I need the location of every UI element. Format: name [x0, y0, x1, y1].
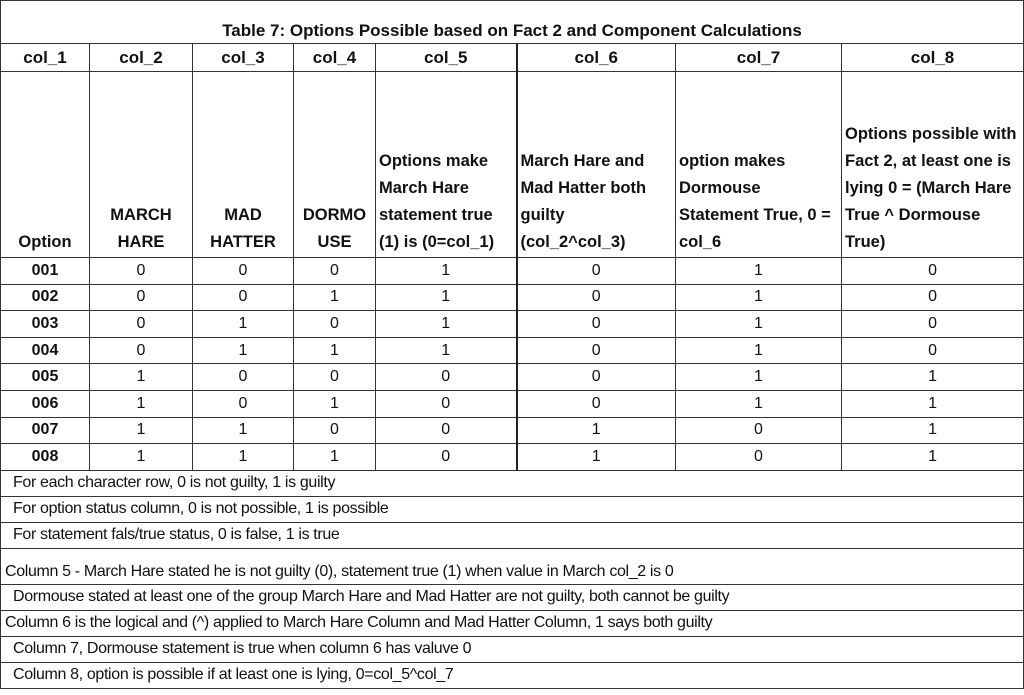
explanation-note: Dormouse stated at least one of the group March Hare and Mad Hatter are not guilty, both cannot be guilty: [1, 584, 1024, 610]
table-cell: 1: [294, 337, 376, 364]
column-id: col_8: [842, 44, 1024, 72]
table-cell: 0: [517, 390, 676, 417]
column-description: MAD HATTER: [193, 72, 294, 258]
option-cell: 007: [1, 417, 90, 444]
option-cell: 008: [1, 444, 90, 471]
table-cell: 0: [517, 364, 676, 391]
table-cell: 0: [676, 417, 842, 444]
note-row: [1, 470, 1024, 496]
table-cell: 0: [294, 311, 376, 338]
table-cell: 0: [517, 284, 676, 311]
table-row: [1, 444, 1024, 471]
option-cell: 003: [1, 311, 90, 338]
table-cell: 1: [193, 417, 294, 444]
table-cell: 1: [676, 364, 842, 391]
column-description: Option: [1, 72, 90, 258]
column-description: March Hare and Mad Hatter both guilty (col_2^col_3): [517, 72, 676, 258]
table-row: [1, 284, 1024, 311]
column-id: col_7: [676, 44, 842, 72]
column-id: col_6: [517, 44, 676, 72]
column-id: col_3: [193, 44, 294, 72]
table-cell: 0: [376, 417, 517, 444]
table-cell: 0: [193, 258, 294, 285]
table-cell: 1: [193, 311, 294, 338]
column-id-row: [1, 44, 1024, 72]
table-cell: 1: [294, 284, 376, 311]
table-cell: 0: [842, 311, 1024, 338]
table-cell: 0: [90, 337, 193, 364]
column-description: MARCH HARE: [90, 72, 193, 258]
table-row: [1, 364, 1024, 391]
column-id: col_5: [376, 44, 517, 72]
table-cell: 0: [294, 364, 376, 391]
table-cell: 0: [842, 284, 1024, 311]
table-cell: 1: [193, 337, 294, 364]
table-cell: 1: [517, 444, 676, 471]
table-cell: 0: [193, 284, 294, 311]
explanation-note: Column 5 - March Hare stated he is not guilty (0), statement true (1) when value in March col_2 is 0: [1, 548, 1024, 584]
table-title: Table 7: Options Possible based on Fact 2 and Component Calculations: [1, 1, 1024, 44]
table-cell: 1: [676, 258, 842, 285]
column-description: option makes Dormouse Statement True, 0 = col_6: [676, 72, 842, 258]
table-row: [1, 390, 1024, 417]
table-cell: 1: [90, 417, 193, 444]
table-cell: 0: [294, 417, 376, 444]
note-row: [1, 522, 1024, 548]
table-cell: 0: [90, 284, 193, 311]
table-cell: 0: [193, 390, 294, 417]
column-description: Options possible with Fact 2, at least one is lying 0 = (March Hare True ^ Dormouse True): [842, 72, 1024, 258]
explanation-note: Column 6 is the logical and (^) applied to March Hare Column and Mad Hatter Column, 1 says both guilty: [1, 610, 1024, 636]
option-cell: 001: [1, 258, 90, 285]
table-cell: 1: [376, 311, 517, 338]
note-row: [1, 662, 1024, 688]
table-cell: 1: [517, 417, 676, 444]
table-cell: 0: [376, 364, 517, 391]
table-cell: 0: [676, 444, 842, 471]
table-cell: 1: [193, 444, 294, 471]
table-cell: 1: [676, 337, 842, 364]
column-id: col_4: [294, 44, 376, 72]
note-row: [1, 548, 1024, 584]
column-description-row: [1, 72, 1024, 258]
table-cell: 1: [676, 311, 842, 338]
table-cell: 1: [842, 444, 1024, 471]
table-row: [1, 311, 1024, 338]
note-row: [1, 584, 1024, 610]
table-cell: 1: [842, 417, 1024, 444]
table-cell: 0: [90, 311, 193, 338]
table-cell: 1: [676, 390, 842, 417]
table-row: [1, 337, 1024, 364]
table-row: [1, 417, 1024, 444]
table-cell: 0: [842, 258, 1024, 285]
option-cell: 002: [1, 284, 90, 311]
table-cell: 1: [376, 258, 517, 285]
table-cell: 1: [294, 390, 376, 417]
note-row: [1, 496, 1024, 522]
table-cell: 0: [90, 258, 193, 285]
table-cell: 1: [90, 364, 193, 391]
table-cell: 0: [294, 258, 376, 285]
table-cell: 0: [842, 337, 1024, 364]
option-cell: 005: [1, 364, 90, 391]
table-cell: 1: [676, 284, 842, 311]
legend-note: For statement fals/true status, 0 is false, 1 is true: [1, 522, 1024, 548]
column-id: col_1: [1, 44, 90, 72]
option-cell: 004: [1, 337, 90, 364]
table-cell: 0: [376, 444, 517, 471]
table-cell: 1: [842, 364, 1024, 391]
note-row: [1, 610, 1024, 636]
legend-note: For option status column, 0 is not possible, 1 is possible: [1, 496, 1024, 522]
table-cell: 0: [517, 311, 676, 338]
table-row: [1, 258, 1024, 285]
table-cell: 1: [90, 390, 193, 417]
column-description: Options make March Hare statement true (1) is (0=col_1): [376, 72, 517, 258]
column-id: col_2: [90, 44, 193, 72]
table-cell: 1: [842, 390, 1024, 417]
table-cell: 0: [517, 258, 676, 285]
explanation-note: Column 8, option is possible if at least one is lying, 0=col_5^col_7: [1, 662, 1024, 688]
table-cell: 0: [193, 364, 294, 391]
note-row: [1, 636, 1024, 662]
table-cell: 1: [376, 284, 517, 311]
explanation-note: Column 7, Dormouse statement is true when column 6 has valuve 0: [1, 636, 1024, 662]
table-cell: 1: [376, 337, 517, 364]
legend-note: For each character row, 0 is not guilty, 1 is guilty: [1, 470, 1024, 496]
option-cell: 006: [1, 390, 90, 417]
table-cell: 1: [90, 444, 193, 471]
table-cell: 0: [517, 337, 676, 364]
column-description: DORMO USE: [294, 72, 376, 258]
table-cell: 1: [294, 444, 376, 471]
table-cell: 0: [376, 390, 517, 417]
